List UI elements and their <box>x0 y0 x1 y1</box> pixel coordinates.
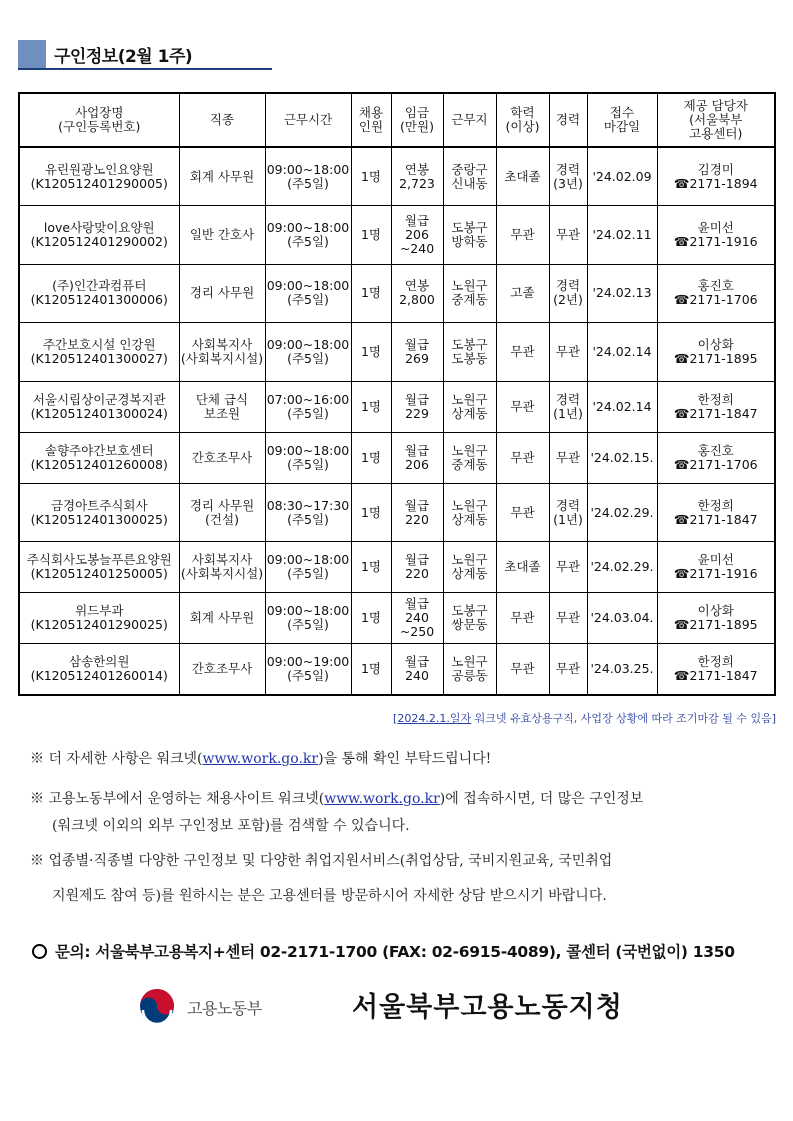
cell-education: 초대졸 <box>496 147 549 206</box>
cell-location: 도봉구 방학동 <box>443 206 496 265</box>
cell-location: 노원구 공릉동 <box>443 644 496 695</box>
cell-company: 금경아트주식회사 (K120512401300025) <box>19 483 179 542</box>
job-rows <box>19 147 775 695</box>
table-row <box>19 483 775 542</box>
cell-experience: 경력 (3년) <box>549 147 587 206</box>
cell-contact: 이상화 ☎2171-1895 <box>657 593 775 644</box>
cell-company: 주간보호시설 인강원 (K120512401300027) <box>19 323 179 382</box>
cell-wage: 월급 240 ~250 <box>391 593 443 644</box>
cell-hours: 09:00~19:00 (주5일) <box>265 644 351 695</box>
cell-wage: 월급 240 <box>391 644 443 695</box>
cell-deadline: '24.02.13 <box>587 264 657 323</box>
cell-experience: 경력 (1년) <box>549 381 587 432</box>
cell-education: 무관 <box>496 644 549 695</box>
job-listings-table <box>18 92 776 696</box>
cell-experience: 무관 <box>549 432 587 483</box>
cell-count: 1명 <box>351 381 391 432</box>
cell-deadline: '24.03.25. <box>587 644 657 695</box>
cell-wage: 연봉 2,723 <box>391 147 443 206</box>
taegeuk-icon <box>137 986 177 1026</box>
cell-location: 도봉구 쌍문동 <box>443 593 496 644</box>
cell-wage: 월급 220 <box>391 542 443 593</box>
cell-hours: 09:00~18:00 (주5일) <box>265 432 351 483</box>
col-header-count: 채용 인원 <box>351 93 391 147</box>
col-header-location: 근무지 <box>443 93 496 147</box>
cell-hours: 07:00~16:00 (주5일) <box>265 381 351 432</box>
cell-wage: 월급 269 <box>391 323 443 382</box>
cell-experience: 무관 <box>549 644 587 695</box>
cell-contact: 홍진호 ☎2171-1706 <box>657 264 775 323</box>
contact-info <box>32 940 735 962</box>
cell-deadline: '24.02.14 <box>587 381 657 432</box>
cell-hours: 09:00~18:00 (주5일) <box>265 147 351 206</box>
table-row <box>19 542 775 593</box>
cell-education: 무관 <box>496 483 549 542</box>
cell-deadline: '24.03.04. <box>587 593 657 644</box>
table-row <box>19 206 775 265</box>
cell-job: 회계 사무원 <box>179 147 265 206</box>
cell-deadline: '24.02.29. <box>587 483 657 542</box>
cell-location: 노원구 상계동 <box>443 381 496 432</box>
cell-hours: 09:00~18:00 (주5일) <box>265 206 351 265</box>
cell-wage: 연봉 2,800 <box>391 264 443 323</box>
cell-job: 경리 사무원 <box>179 264 265 323</box>
cell-hours: 09:00~18:00 (주5일) <box>265 593 351 644</box>
table-header-row <box>19 93 775 147</box>
cell-contact: 이상화 ☎2171-1895 <box>657 323 775 382</box>
cell-deadline: '24.02.11 <box>587 206 657 265</box>
cell-hours: 09:00~18:00 (주5일) <box>265 323 351 382</box>
table-row <box>19 432 775 483</box>
cell-count: 1명 <box>351 264 391 323</box>
cell-wage: 월급 220 <box>391 483 443 542</box>
cell-education: 무관 <box>496 432 549 483</box>
cell-contact: 한정희 ☎2171-1847 <box>657 483 775 542</box>
cell-deadline: '24.02.29. <box>587 542 657 593</box>
worknet-link-2[interactable]: www.work.go.kr <box>324 791 440 807</box>
col-header-contact: 제공 담당자 (서울북부 고용센터) <box>657 93 775 147</box>
cell-experience: 무관 <box>549 593 587 644</box>
note-1-text-end: )을 통해 확인 부탁드립니다! <box>318 751 492 767</box>
cell-count: 1명 <box>351 644 391 695</box>
cell-location: 노원구 중계동 <box>443 264 496 323</box>
cell-location: 중랑구 신내동 <box>443 147 496 206</box>
col-header-job: 직종 <box>179 93 265 147</box>
cell-hours: 08:30~17:30 (주5일) <box>265 483 351 542</box>
table-row <box>19 593 775 644</box>
cell-job: 간호조무사 <box>179 644 265 695</box>
ministry-name: 고용노동부 <box>187 999 262 1018</box>
cell-job: 사회복지사 (사회복지시설) <box>179 323 265 382</box>
cell-education: 무관 <box>496 206 549 265</box>
col-header-deadline: 접수 마감일 <box>587 93 657 147</box>
col-header-company: 사업장명 (구인등록번호) <box>19 93 179 147</box>
col-header-hours: 근무시간 <box>265 93 351 147</box>
source-note: [2024.2.1.일자 워크넷 유효상용구직, 사업장 상황에 따라 조기마감 될 수 있음] <box>393 712 776 725</box>
cell-company: 서울시립상이군경복지관 (K120512401300024) <box>19 381 179 432</box>
note-3-line-1: ※ 업종별·직종별 다양한 구인정보 및 다양한 취업지원서비스(취업상담, 국비지원교육, 국민취업 <box>30 853 613 869</box>
cell-count: 1명 <box>351 593 391 644</box>
cell-contact: 한정희 ☎2171-1847 <box>657 644 775 695</box>
cell-education: 무관 <box>496 323 549 382</box>
cell-wage: 월급 206 <box>391 432 443 483</box>
cell-experience: 경력 (2년) <box>549 264 587 323</box>
col-header-wage: 임금 (만원) <box>391 93 443 147</box>
col-header-education: 학력 (이상) <box>496 93 549 147</box>
cell-experience: 경력 (1년) <box>549 483 587 542</box>
ministry-logo <box>137 986 297 1026</box>
cell-count: 1명 <box>351 147 391 206</box>
worknet-link-1[interactable]: www.work.go.kr <box>202 751 319 767</box>
table-row <box>19 147 775 206</box>
table-row <box>19 381 775 432</box>
cell-location: 도봉구 도봉동 <box>443 323 496 382</box>
cell-education: 초대졸 <box>496 542 549 593</box>
cell-education: 무관 <box>496 381 549 432</box>
note-3 <box>30 848 770 910</box>
cell-contact: 한정희 ☎2171-1847 <box>657 381 775 432</box>
note-2-text: ※ 고용노동부에서 운영하는 채용사이트 워크넷( <box>30 791 325 807</box>
source-text: 워크넷 유효상용구직, 사업장 상황에 따라 조기마감 될 수 있음 <box>474 712 772 725</box>
circle-bullet-icon <box>32 944 47 959</box>
cell-company: 위드부과 (K120512401290025) <box>19 593 179 644</box>
note-1-text: ※ 더 자세한 사항은 워크넷( <box>30 751 203 767</box>
cell-education: 무관 <box>496 593 549 644</box>
cell-count: 1명 <box>351 323 391 382</box>
col-header-experience: 경력 <box>549 93 587 147</box>
cell-hours: 09:00~18:00 (주5일) <box>265 542 351 593</box>
cell-count: 1명 <box>351 542 391 593</box>
cell-job: 사회복지사 (사회복지시설) <box>179 542 265 593</box>
note-3-line-2: 지원제도 참여 등)를 원하시는 분은 고용센터를 방문하시어 자세한 상담 받으시기 바랍니다. <box>52 888 607 904</box>
note-2-line-2: (워크넷 이외의 외부 구인정보 포함)를 검색할 수 있습니다. <box>52 818 410 834</box>
table-row <box>19 264 775 323</box>
note-2-text-end: )에 접속하시면, 더 많은 구인정보 <box>439 791 644 807</box>
header-square-icon <box>18 40 46 68</box>
cell-hours: 09:00~18:00 (주5일) <box>265 264 351 323</box>
header-underline <box>18 68 272 70</box>
cell-count: 1명 <box>351 206 391 265</box>
cell-experience: 무관 <box>549 542 587 593</box>
cell-deadline: '24.02.09 <box>587 147 657 206</box>
cell-company: 삼송한의원 (K120512401260014) <box>19 644 179 695</box>
cell-job: 회계 사무원 <box>179 593 265 644</box>
cell-education: 고졸 <box>496 264 549 323</box>
cell-deadline: '24.02.14 <box>587 323 657 382</box>
cell-wage: 월급 206 ~240 <box>391 206 443 265</box>
cell-company: love사랑맞이요양원 (K120512401290002) <box>19 206 179 265</box>
cell-company: 유린원광노인요양원 (K120512401290005) <box>19 147 179 206</box>
cell-wage: 월급 229 <box>391 381 443 432</box>
contact-text: 문의: 서울북부고용복지+센터 02-2171-1700 (FAX: 02-6915-4089), 콜센터 (국번없이) 1350 <box>55 943 735 961</box>
note-1 <box>30 746 770 773</box>
cell-contact: 홍진호 ☎2171-1706 <box>657 432 775 483</box>
cell-company: (주)인간과컴퓨터 (K120512401300006) <box>19 264 179 323</box>
cell-experience: 무관 <box>549 206 587 265</box>
table-row <box>19 644 775 695</box>
cell-job: 간호조무사 <box>179 432 265 483</box>
section-header <box>18 38 272 70</box>
cell-location: 노원구 상계동 <box>443 483 496 542</box>
cell-company: 솔향주야간보호센터 (K120512401260008) <box>19 432 179 483</box>
office-name: 서울북부고용노동지청 <box>352 992 623 1023</box>
cell-contact: 윤미선 ☎2171-1916 <box>657 206 775 265</box>
note-2 <box>30 786 770 840</box>
cell-location: 노원구 상계동 <box>443 542 496 593</box>
source-date: 2024.2.1.일자 <box>397 712 472 725</box>
cell-location: 노원구 중계동 <box>443 432 496 483</box>
cell-job: 경리 사무원 (건설) <box>179 483 265 542</box>
cell-job: 단체 급식 보조원 <box>179 381 265 432</box>
cell-contact: 윤미선 ☎2171-1916 <box>657 542 775 593</box>
page-title: 구인정보(2월 1주) <box>54 47 193 67</box>
cell-count: 1명 <box>351 483 391 542</box>
cell-company: 주식회사도봉늘푸른요양원 (K120512401250005) <box>19 542 179 593</box>
cell-count: 1명 <box>351 432 391 483</box>
table-row <box>19 323 775 382</box>
cell-deadline: '24.02.15. <box>587 432 657 483</box>
cell-experience: 무관 <box>549 323 587 382</box>
cell-job: 일반 간호사 <box>179 206 265 265</box>
cell-contact: 김경미 ☎2171-1894 <box>657 147 775 206</box>
